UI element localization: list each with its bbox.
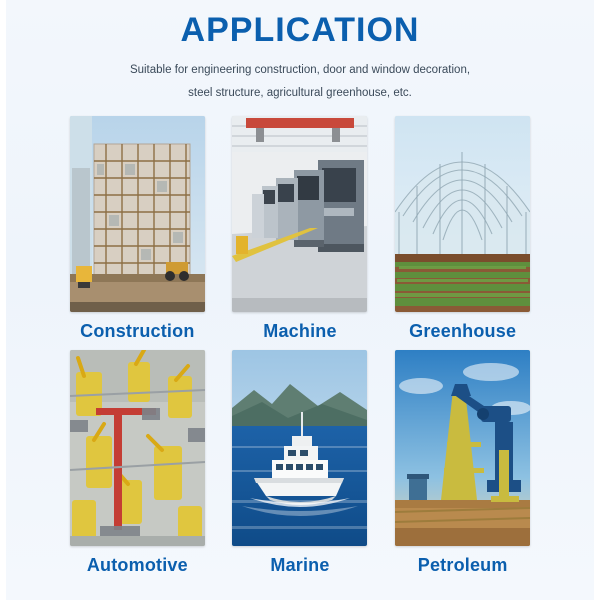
automotive-image — [70, 350, 205, 546]
caption-construction: Construction — [80, 321, 195, 342]
grid-item-automotive — [60, 350, 215, 582]
grid-item-machine — [223, 116, 378, 348]
greenhouse-image — [395, 116, 530, 312]
petroleum-image — [395, 350, 530, 546]
subtitle-line-1: Suitable for engineering construction, door and window decoration, — [129, 64, 471, 77]
caption-petroleum: Petroleum — [417, 555, 508, 576]
caption-marine: Marine — [270, 555, 330, 576]
marine-image — [232, 350, 367, 546]
page-title: APPLICATION — [180, 11, 420, 49]
grid-item-marine — [223, 350, 378, 582]
machine-image — [232, 116, 367, 312]
caption-automotive: Automotive — [86, 555, 188, 576]
grid-item-greenhouse — [385, 116, 540, 348]
caption-machine: Machine — [263, 321, 337, 342]
grid-item-petroleum — [385, 350, 540, 582]
subtitle-line-2: steel structure, agricultural greenhouse, etc. — [188, 86, 412, 99]
application-grid — [0, 116, 600, 582]
page-subtitle — [0, 59, 600, 104]
construction-image — [70, 116, 205, 312]
caption-greenhouse: Greenhouse — [409, 321, 517, 342]
grid-item-construction — [60, 116, 215, 348]
